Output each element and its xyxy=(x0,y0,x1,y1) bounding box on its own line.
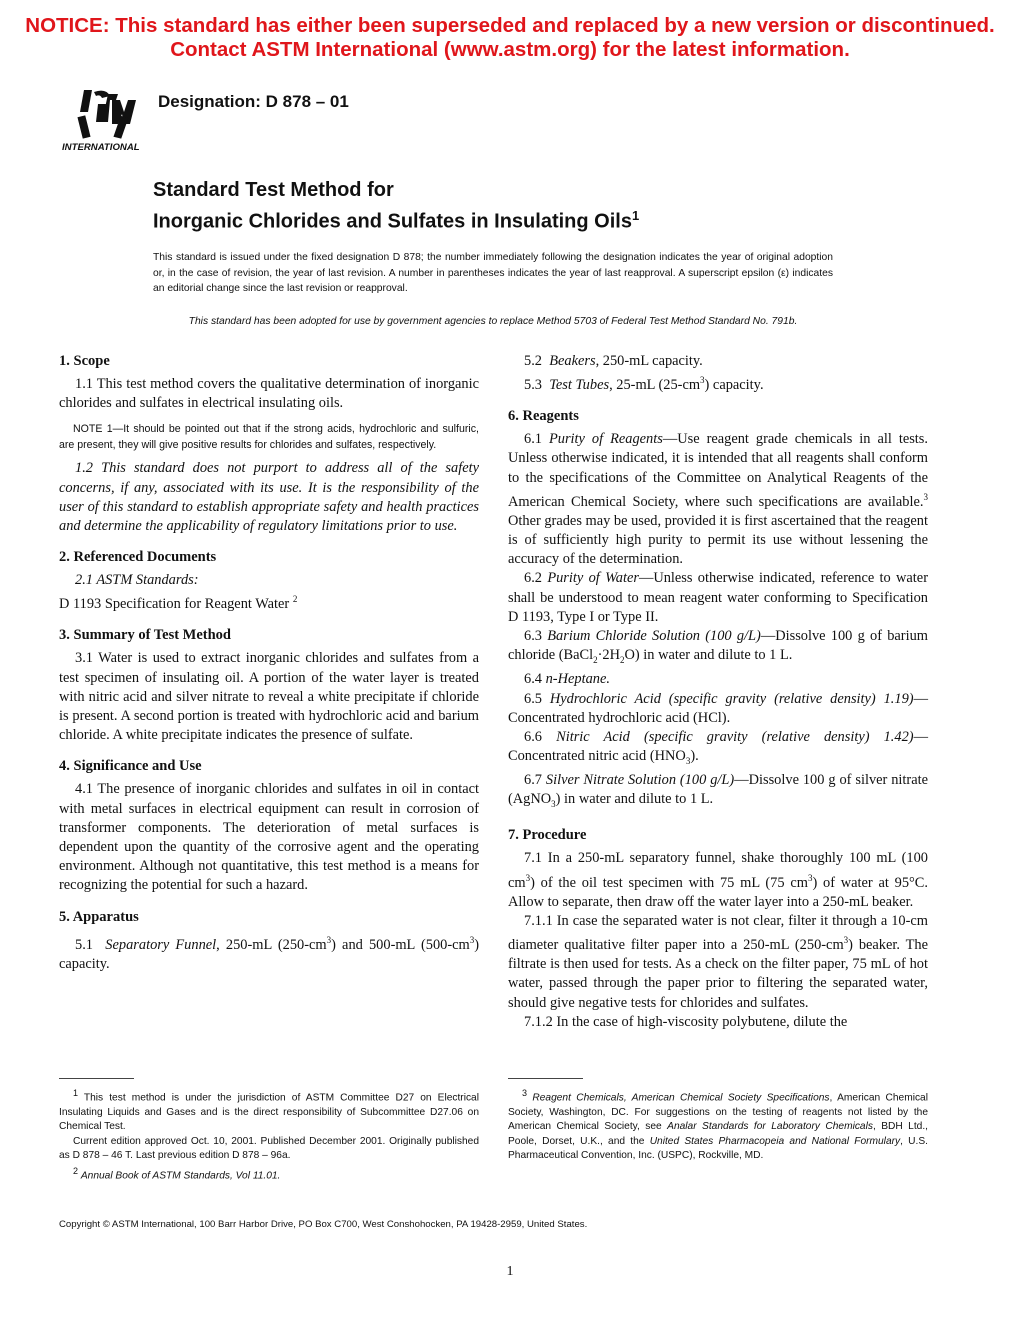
section-referenced-documents xyxy=(59,548,479,614)
document-title xyxy=(153,178,639,235)
section-significance xyxy=(59,757,479,895)
summary-heading: 3. Summary of Test Method xyxy=(59,627,231,644)
summary-3-1: 3.1 Water is used to extract inorganic chlorides and sulfates from a test specimen of insulating oil. A portion of the water layer is treated with nitric acid and silver nitrate to reveal a white precipitate if chloride is present. A second portion is treated with hydrochloric acid and barium chloride. A white precipitate indicates the presence of sulfate. xyxy=(59,650,479,744)
section-apparatus xyxy=(59,908,479,974)
section-apparatus-cont xyxy=(508,352,928,395)
reagents-6-6: 6.6 Nitric Acid (specific gravity (relative density) 1.42)—Concentrated nitric acid $(HNO_3)$. xyxy=(508,728,928,766)
reagents-6-1: 6.1 Purity of Reagents—Use reagent grade chemicals in all tests. Unless otherwise indicated, it is intended that all reagents shall conform to the specifications of the Committee on Analytical Reagents of the American Chemical Society, where such specifications are available.$^3$ Other grades may be used, provided it is first ascertained that the reagent is of sufficiently high purity to permit its use without lessening the accuracy of the determination. xyxy=(508,431,928,568)
reagents-6-4: 6.4 n-Heptane. xyxy=(524,671,610,688)
note-1: NOTE 1—It should be pointed out that if the strong acids, hydrochloric and sulfuric, are present, they will give positive results for chlorides and sulfates, respectively. xyxy=(59,423,479,452)
reagents-heading: 6. Reagents xyxy=(508,408,579,425)
footnote-1: $^1$ This test method is under the jurisdiction of ASTM Committee D27 on Electrical Insulating Liquids and Gases and is the direct responsibility of Subcommittee D27.06 on Chemical Test. xyxy=(59,1088,479,1133)
logo-international-text: INTERNATIONAL xyxy=(62,142,140,153)
copyright: Copyright © ASTM International, 100 Barr Harbor Drive, PO Box C700, West Conshohocken, PA 19428-2959, United States. xyxy=(59,1219,588,1230)
reagents-6-3: 6.3 Barium Chloride Solution (100 g/L)—Dissolve 100 g of barium chloride $(BaCl_2\cdot 2H_2O)$ in water and dilute to 1 L. xyxy=(508,628,928,666)
section-summary xyxy=(59,626,479,745)
referenced-d1193: D 1193 Specification for Reagent Water $^2$ xyxy=(59,594,298,613)
right-column xyxy=(508,352,928,1044)
section-reagents xyxy=(508,407,928,814)
notice-line-2: Contact ASTM International (www.astm.org) for the latest information. xyxy=(170,38,850,61)
significance-4-1: 4.1 The presence of inorganic chlorides and sulfates in oil in contact with metal surfaces in electrical equipment can result in corrosion of transformer components. The deterioration of metal surfaces is dependent upon the quantity of the corrosive agent and the operating environment. Although not quantitative, this test method is a means for recognizing the potential for such a hazard. xyxy=(59,781,479,894)
significance-heading: 4. Significance and Use xyxy=(59,758,202,775)
apparatus-5-1: 5.1 Separatory Funnel, 250-mL $(250-cm^3)$ and 500-mL $(500-cm^3)$ capacity. xyxy=(59,934,479,972)
procedure-7-1-2: 7.1.2 In the case of high-viscosity polybutene, dilute the xyxy=(524,1013,848,1030)
referenced-2-1: 2.1 ASTM Standards: xyxy=(75,572,199,589)
reagents-6-2: 6.2 Purity of Water—Unless otherwise indicated, reference to water shall be understood to mean reagent water conforming to Specification D 1193, Type I or Type II. xyxy=(508,570,928,625)
issuance-statement: This standard is issued under the fixed designation D 878; the number immediately following the designation indicates the year of original adoption or, in the case of revision, the year of last revision. A number in parentheses indicates the year of last reapproval. A superscript epsilon (ε) indicates an editorial change since the last revision or reapproval. xyxy=(153,252,833,294)
footnotes-right xyxy=(508,1086,928,1164)
procedure-7-1: 7.1 In a 250-mL separatory funnel, shake thoroughly 100 mL (100 $cm^3$) of the oil test specimen with 75 mL (75 $cm^3$) of water at 95°C. Allow to separate, then draw off the water layer into a 250-mL beaker. xyxy=(508,850,929,910)
scope-1-1: 1.1 This test method covers the qualitative determination of inorganic chlorides and sulfates in electrical insulating oils. xyxy=(59,376,479,412)
referenced-heading: 2. Referenced Documents xyxy=(59,549,217,566)
notice-banner xyxy=(0,14,1020,62)
left-column xyxy=(59,352,479,986)
notice-line-1: NOTICE: This standard has either been superseded and replaced by a new version or discontinued. xyxy=(25,14,995,37)
procedure-heading: 7. Procedure xyxy=(508,827,587,844)
title-line-2: Inorganic Chlorides and Sulfates in Insulating Oils$^1$ xyxy=(153,208,640,233)
procedure-7-1-1: 7.1.1 In case the separated water is not clear, filter it through a 10-cm diameter qualitative filter paper into a 250-mL $(250-cm^3)$ beaker. The filtrate is then used for tests. As a check on the filter paper, 75 mL of hot water, passed through the paper prior to filtering the separated water, should give negative tests for chlorides and sulfates. xyxy=(508,912,928,1011)
designation: Designation: D 878 – 01 xyxy=(158,92,349,111)
astm-logo xyxy=(58,82,148,154)
apparatus-heading: 5. Apparatus xyxy=(59,908,139,925)
scope-heading: 1. Scope xyxy=(59,353,110,369)
footnote-1b: Current edition approved Oct. 10, 2001. Published December 2001. Originally published as D 878 – 46 T. Last previous edition D 878 – 96a. xyxy=(59,1135,479,1162)
section-scope xyxy=(59,352,479,536)
scope-1-2: 1.2 This standard does not purport to address all of the safety concerns, if any, associated with its use. It is the responsibility of the user of this standard to establish appropriate safety and health practices and determine the applicability of regulatory limitations prior to use. xyxy=(59,460,479,535)
footnote-3: $^3$ Reagent Chemicals, American Chemical Society Specifications, American Chemical Society, Washington, DC. For suggestions on the testing of reagents not listed by the American Chemical Society, see Analar Standards for Laboratory Chemicals, BDH Ltd., Poole, Dorset, U.K., and the United States Pharmacopeia and National Formulary, U.S. Pharmaceutical Convention, Inc. (USPC), Rockville, MD. xyxy=(508,1088,928,1162)
page-number: 1 xyxy=(506,1264,514,1279)
reagents-6-7: 6.7 Silver Nitrate Solution (100 g/L)—Dissolve 100 g of silver nitrate (AgNO$_3$) in water and dilute to 1 L. xyxy=(508,772,928,810)
apparatus-5-2: 5.2 Beakers, 250-mL capacity. xyxy=(524,353,703,369)
apparatus-5-3: 5.3 Test Tubes, 25-mL $(25-cm^3)$ capacity. xyxy=(524,375,764,393)
title-line-1: Standard Test Method for xyxy=(153,179,394,201)
footnote-rule-left xyxy=(59,1078,134,1079)
title-footnote-mark: 1 xyxy=(631,208,640,223)
footnotes-left xyxy=(59,1086,479,1184)
section-procedure xyxy=(508,826,928,1031)
adoption-statement: This standard has been adopted for use by government agencies to replace Method 5703 of Federal Test Method Standard No. 791b. xyxy=(188,316,798,327)
reagents-6-5: 6.5 Hydrochloric Acid (specific gravity (relative density) 1.19)—Concentrated hydrochloric acid (HCl). xyxy=(508,690,928,726)
footnote-2: $^2$ Annual Book of ASTM Standards, Vol 11.01. xyxy=(73,1165,281,1182)
footnote-rule-right xyxy=(508,1078,583,1079)
